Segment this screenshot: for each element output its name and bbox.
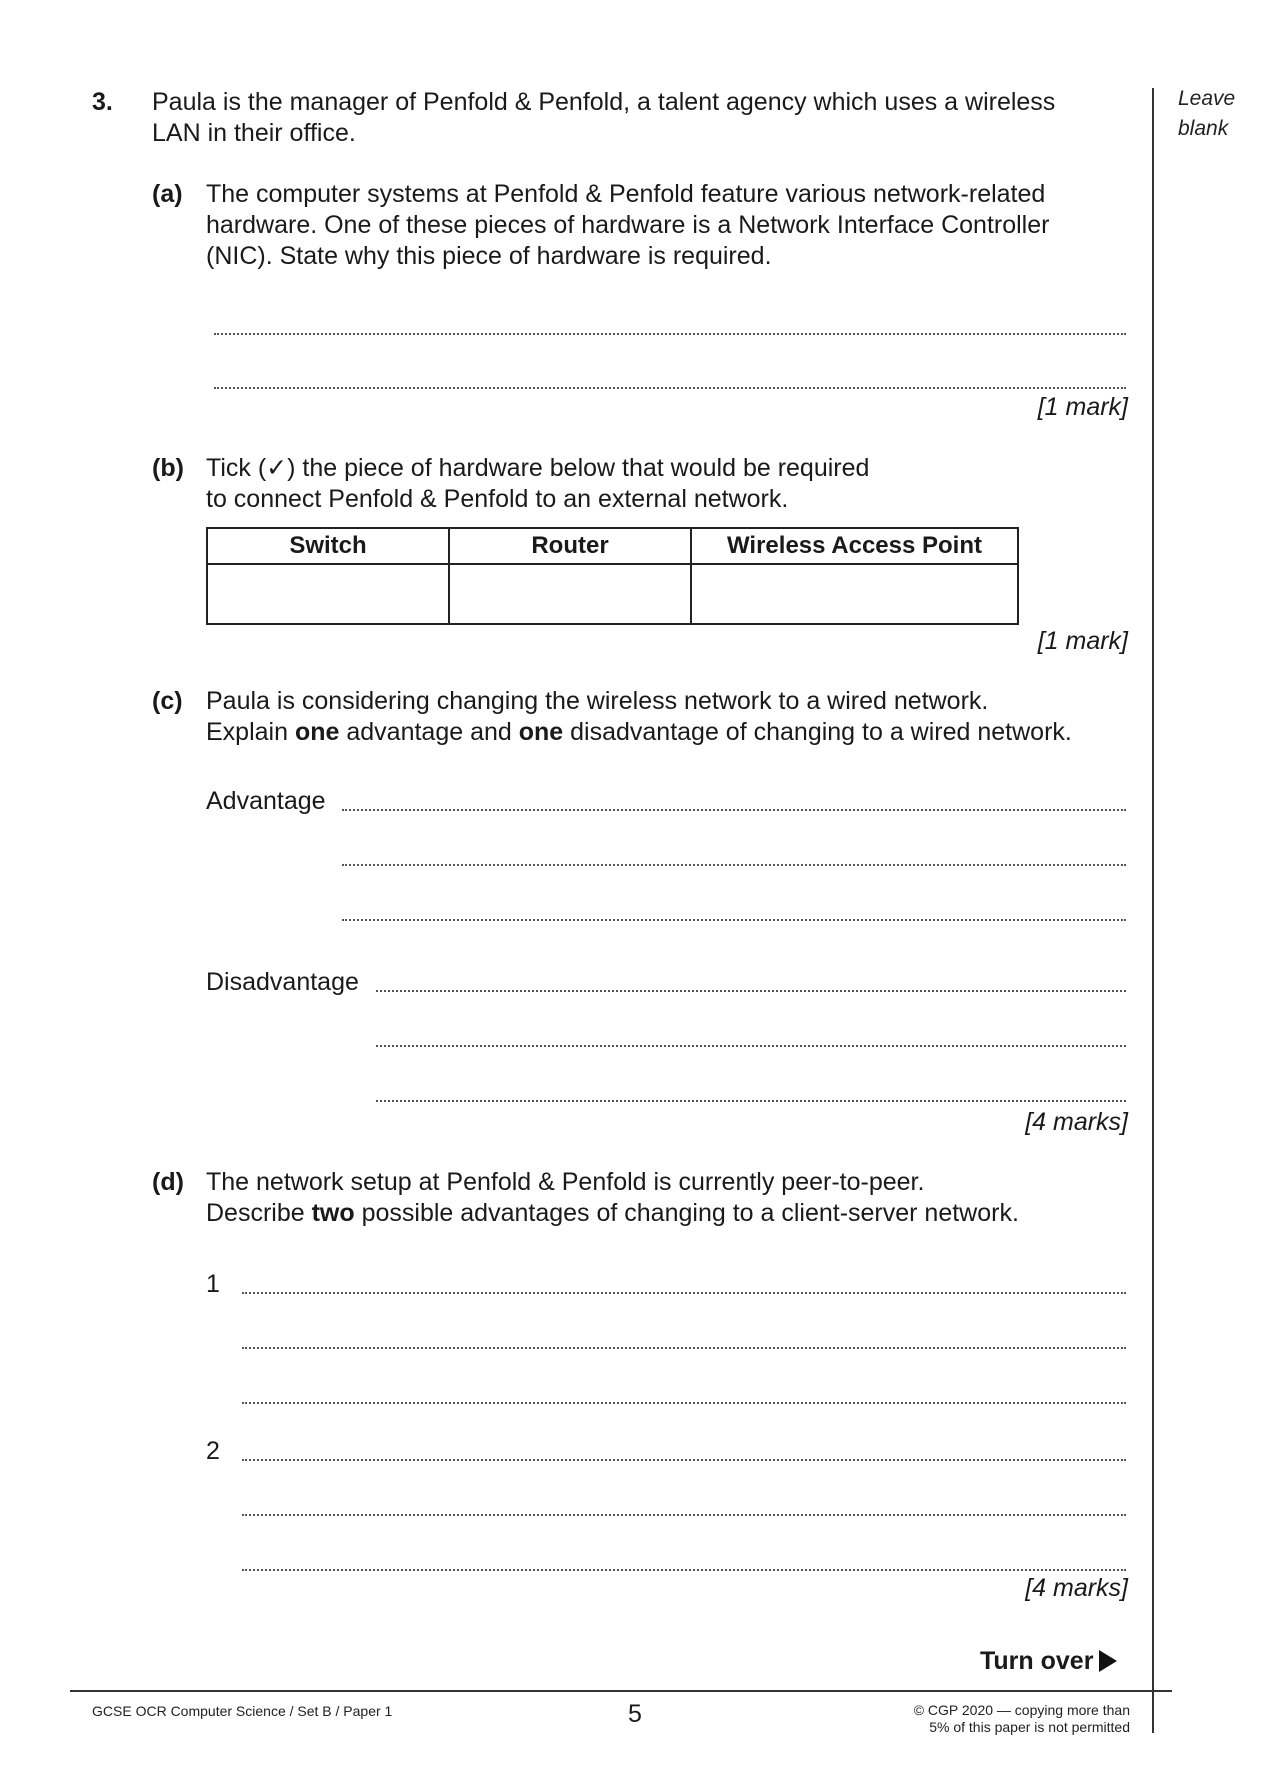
part-b-label: (b): [152, 454, 184, 482]
footer-exam-title: GCSE OCR Computer Science / Set B / Paper 1: [92, 1703, 393, 1719]
part-c-line2-mid: advantage and: [339, 718, 519, 746]
tick-table-header-row: [207, 528, 1018, 564]
tick-table-answer-row: [207, 564, 1018, 624]
part-a-line3: (NIC). State why this piece of hardware is required.: [206, 242, 772, 270]
disadvantage-label: Disadvantage: [206, 968, 359, 996]
answer-item-2-number: 2: [206, 1437, 220, 1465]
part-c-line1: Paula is considering changing the wireless network to a wired network.: [206, 687, 989, 715]
answer-2-line-2[interactable]: [242, 1514, 1126, 1516]
part-b-line1: Tick (✓) the piece of hardware below that would be required: [206, 454, 870, 482]
part-c-label: (c): [152, 687, 183, 715]
margin-rule: [1152, 88, 1154, 1733]
header-switch: Switch: [207, 528, 449, 564]
turn-over-label: Turn over: [980, 1647, 1094, 1675]
copyright-line2: 5% of this paper is not permitted: [929, 1719, 1130, 1735]
question-number: 3.: [92, 88, 113, 116]
tick-box-switch[interactable]: [207, 564, 449, 624]
part-a-line1: The computer systems at Penfold & Penfold feature various network-related: [206, 180, 1046, 208]
part-b-marks: [1 mark]: [1037, 627, 1128, 655]
part-a-marks: [1 mark]: [1037, 393, 1128, 421]
part-d-line2-post: possible advantages of changing to a client-server network.: [354, 1199, 1019, 1227]
advantage-label: Advantage: [206, 787, 326, 815]
page-number: 5: [628, 1700, 642, 1728]
part-c-line2: [206, 717, 1072, 748]
part-c-bold-one-b: one: [518, 718, 564, 746]
question-intro-line1: Paula is the manager of Penfold & Penfold, a talent agency which uses a wireless: [152, 88, 1056, 116]
leave-blank-note: [1178, 84, 1235, 144]
blank-label: blank: [1178, 117, 1229, 140]
advantage-line-3[interactable]: [342, 919, 1126, 921]
question-intro: [152, 87, 1055, 149]
part-d-label: (d): [152, 1168, 184, 1196]
answer-item-1-number: 1: [206, 1270, 220, 1298]
part-c-marks: [4 marks]: [1025, 1108, 1128, 1136]
copyright-line1: © CGP 2020 — copying more than: [913, 1702, 1130, 1718]
turn-over: [980, 1646, 1117, 1676]
advantage-line-1[interactable]: [342, 809, 1126, 811]
part-d-line2: [206, 1198, 1019, 1229]
tick-box-router[interactable]: [449, 564, 691, 624]
footer-copyright: [840, 1702, 1130, 1736]
disadvantage-line-1[interactable]: [376, 990, 1126, 992]
part-a-line2: hardware. One of these pieces of hardware is a Network Interface Controller: [206, 211, 1050, 239]
footer-rule: [70, 1690, 1172, 1692]
header-router: Router: [449, 528, 691, 564]
part-c-bold-one-a: one: [294, 718, 340, 746]
advantage-line-2[interactable]: [342, 864, 1126, 866]
hardware-tick-table: [206, 527, 1019, 625]
question-intro-line2: LAN in their office.: [152, 119, 356, 147]
answer-1-line-1[interactable]: [242, 1292, 1126, 1294]
answer-line-a1[interactable]: [214, 333, 1126, 335]
part-d-bold-two: two: [311, 1199, 355, 1227]
turn-over-arrow-icon: [1099, 1650, 1117, 1672]
leave-label: Leave: [1178, 87, 1236, 110]
part-d-marks: [4 marks]: [1025, 1574, 1128, 1602]
part-d-line1: The network setup at Penfold & Penfold is currently peer-to-peer.: [206, 1168, 925, 1196]
part-d-question: [206, 1167, 1019, 1229]
part-c-line2-pre: Explain: [206, 718, 295, 746]
answer-2-line-1[interactable]: [242, 1459, 1126, 1461]
part-a-question: [206, 179, 1049, 272]
part-b-question: [206, 453, 869, 515]
answer-line-a2[interactable]: [214, 387, 1126, 389]
part-c-line2-post: disadvantage of changing to a wired network.: [563, 718, 1072, 746]
disadvantage-line-3[interactable]: [376, 1100, 1126, 1102]
part-d-line2-pre: Describe: [206, 1199, 312, 1227]
part-c-question: [206, 686, 1072, 748]
tick-box-wireless-access-point[interactable]: [691, 564, 1018, 624]
disadvantage-line-2[interactable]: [376, 1045, 1126, 1047]
part-b-line2: to connect Penfold & Penfold to an external network.: [206, 485, 789, 513]
answer-1-line-3[interactable]: [242, 1402, 1126, 1404]
part-a-label: (a): [152, 180, 183, 208]
header-wireless-access-point: Wireless Access Point: [691, 528, 1018, 564]
answer-2-line-3[interactable]: [242, 1569, 1126, 1571]
answer-1-line-2[interactable]: [242, 1347, 1126, 1349]
